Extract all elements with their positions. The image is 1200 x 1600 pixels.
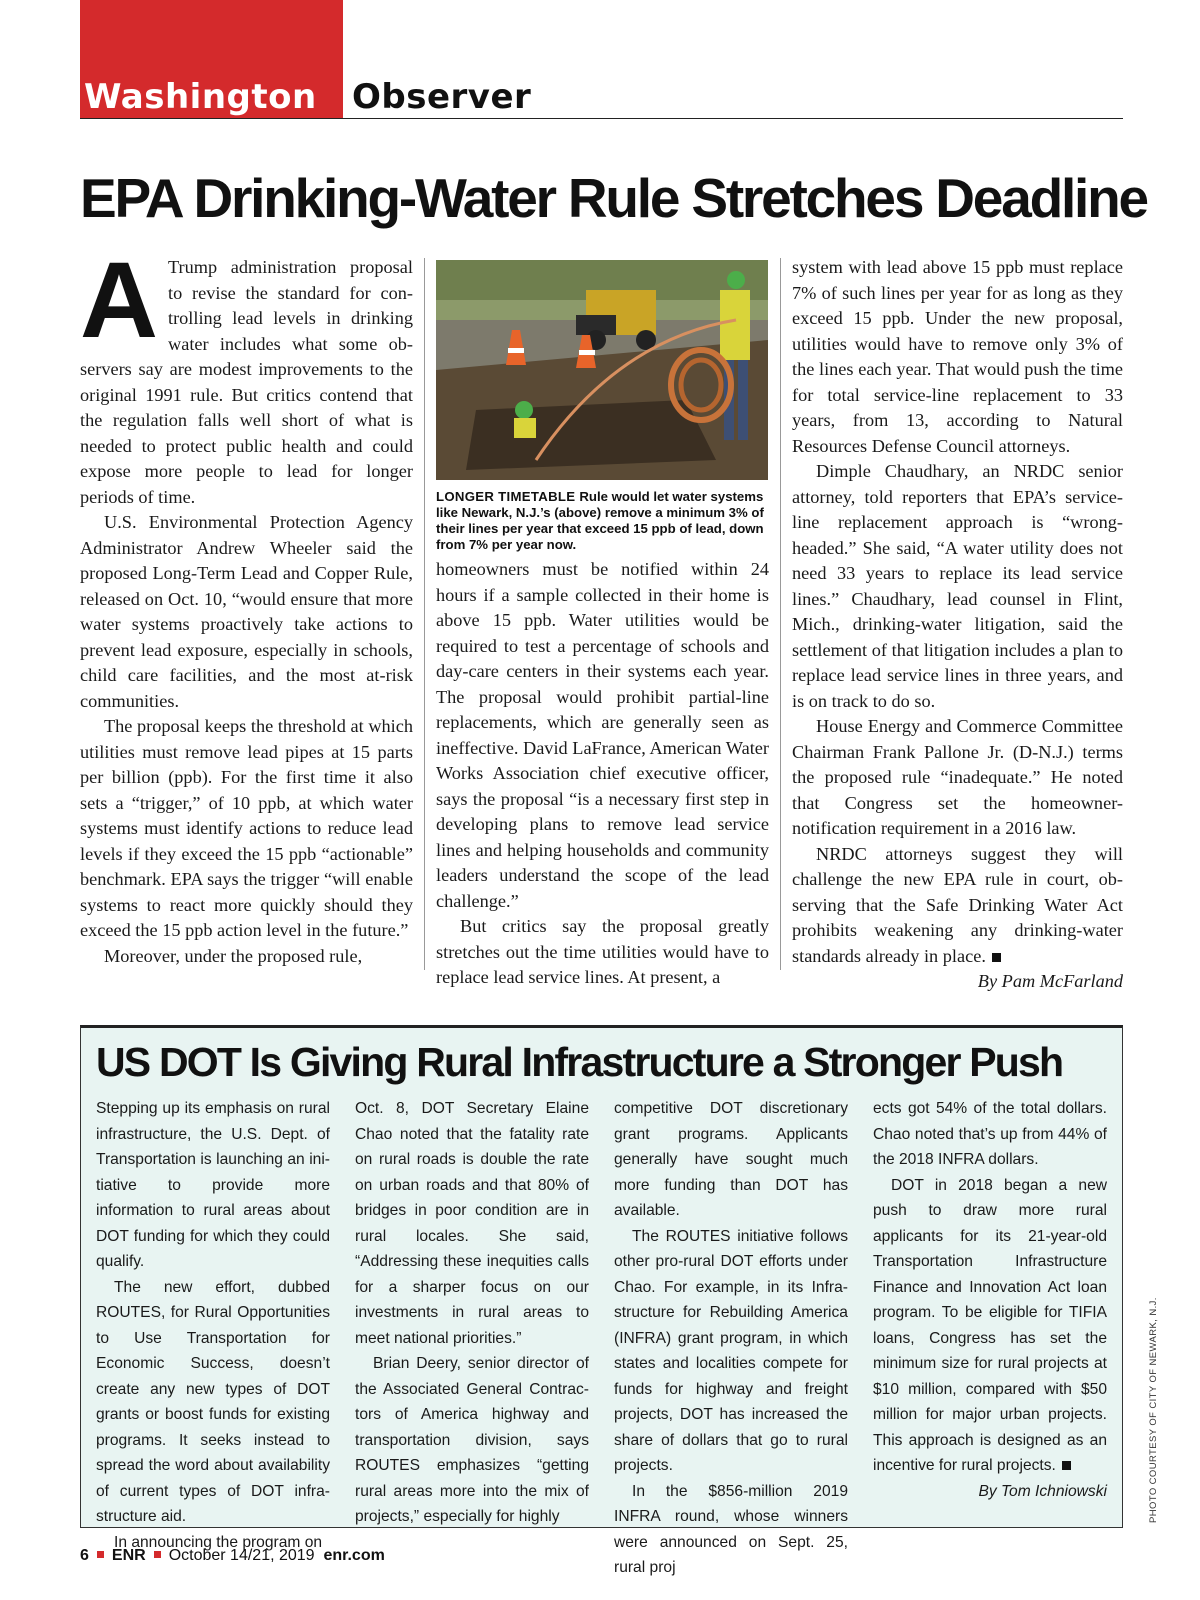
section-label-observer: Observer <box>352 77 532 117</box>
article-paragraph: homeowners must be notified within 24 hours if a sample collected in their home is above 15 ppb. Water utilities would be required to test a percentage of schools and day-care centers in their systems each year. The proposal would prohibit partial-line replacements, which are generally seen as ineffective. David LaFrance, American Water Works Association chief executive officer, says the proposal “is a necessary first step in developing plans to remove lead service lines and helping households and community leaders understand the scope of the lead challenge.” <box>436 559 769 911</box>
page-number: 6 <box>80 1547 89 1564</box>
sidebar-column-1 <box>96 1096 330 1555</box>
caption-lead: LONGER TIMETABLE <box>436 489 576 504</box>
website-link[interactable]: enr.com <box>323 1547 385 1564</box>
sidebar-byline: By Tom Ichniowski <box>978 1482 1107 1500</box>
article-photo <box>436 260 768 480</box>
section-label-washington: Washington <box>84 77 317 117</box>
article-paragraph: The proposal keeps the threshold at which utilities must remove lead pipes at 15 parts per billion (ppb). For the first time it also sets a “trigger,” of 10 ppb, at which water systems must identify actions to reduce lead levels if they exceed the 15 ppb “actionable” benchmark. EPA says the trigger “will enable systems to react more quickly should they exceed the 15 ppb action level in the future.” <box>80 716 413 940</box>
article-paragraph-text: NRDC attorneys suggest they will challenge the new EPA rule in court, observing that the Safe Drinking Water Act prohibits weakening any drinking-water standards already in place. <box>792 843 1123 966</box>
photo-credit: PHOTO COURTESY OF CITY OF NEWARK, N.J. <box>1148 1297 1159 1523</box>
article-column-1 <box>80 239 413 969</box>
magazine-name: ENR <box>111 1547 146 1564</box>
article-paragraph: But critics say the proposal greatly stretches out the time utilities would have to replace lead service lines. At present, a <box>436 916 769 987</box>
header-rule <box>80 118 1123 119</box>
article-paragraph: Moreover, under the proposed rule, <box>104 945 363 966</box>
article-paragraph <box>792 842 1123 970</box>
article-paragraph: Dimple Chaudhary, an NRDC senior attorney, told reporters that EPA’s service-line replacement approach is “wrong-headed.” She said, “A water utility does not need 33 years to replace its lead service lines.” Chaudhary, lead counsel in Flint, Mich., drinking-water litigation, said the settlement of that litigation includes a plan to replace lead service lines in three years, and is on track to do so. <box>792 461 1123 711</box>
column-divider <box>780 258 781 970</box>
construction-workers-image <box>436 260 768 480</box>
end-mark-icon <box>992 953 1001 962</box>
sidebar-paragraph: In announcing the program on <box>114 1533 323 1551</box>
end-mark-icon <box>1062 1461 1071 1470</box>
sidebar-paragraph: In the $856-million 2019 INFRA round, whose winners were announced on Sept. 25, rural proj <box>614 1482 848 1576</box>
article-column-3 <box>792 255 1123 995</box>
sidebar-paragraph-text: DOT in 2018 began a new push to draw more rural applicants for its 21-year-old Transportation Infrastructure Finance and Innovation Act loan program. To be eligible for TIFIA loans, Congress has set the minimum size for rural projects at $10 million, compared with $50 million for major urban projects. This approach is designed as an incentive for rural projects. <box>873 1176 1107 1474</box>
folio-square-icon <box>154 1551 161 1558</box>
sidebar-paragraph: ects got 54% of the total dollars. Chao noted that’s up from 44% of the 2018 INFRA dollars. <box>873 1100 1107 1168</box>
article-paragraph: system with lead above 15 ppb must replace 7% of such lines per year for as long as they exceed 15 ppb. Under the new proposal, utilities would have to remove only 3% of the lines each year. That would push the time for total service-line replacement to 33 years, from 13, according to Natural Resources Defense Council attorneys. <box>792 257 1123 456</box>
folio-square-icon <box>97 1551 104 1558</box>
sidebar-column-4 <box>873 1096 1107 1504</box>
article-paragraph: U.S. Environmental Protection Agency Administrator Andrew Wheeler said the proposed Long-Term Lead and Copper Rule, released on Oct. 10, “would ensure that more water systems proactively take actions to prevent lead exposure, especially in schools, child care facilities, and the most at-risk communities. <box>80 512 413 711</box>
sidebar-paragraph: Oct. 8, DOT Secretary Elaine Chao noted that the fatality rate on rural roads is double the rate on urban roads and that 80% of bridges in poor condition are in rural locales. She said, “Addressing these inequities calls for a sharper focus on our investments in rural areas to meet national priorities.” <box>355 1100 589 1347</box>
article-paragraph: House Energy and Commerce Committee Chairman Frank Pallone Jr. (D-N.J.) terms the proposed rule “inadequate.” He noted that Congress set the homeowner-notification requirement in a 2016 law. <box>792 716 1123 838</box>
sidebar-paragraph <box>873 1173 1107 1479</box>
sidebar-column-2 <box>355 1096 589 1530</box>
caption-text: Rule would let water systems like Newark, N.J.’s (above) remove a minimum 3% of their lines per year that exceed 15 ppb of lead, down from 7% per year now. <box>436 489 764 552</box>
sidebar-column-3 <box>614 1096 848 1581</box>
drop-cap: A <box>80 239 158 360</box>
article-paragraph: Trump administration proposal to revise the standard for controlling lead levels in drinking water includes what some observers say are modest improvements to the original 1991 rule. But critics contend that the regulation falls well short of what is needed to protect public health and could expose more people to lead for longer periods of time. <box>80 257 413 507</box>
sidebar-headline: US DOT Is Giving Rural Infrastructure a Stronger Push <box>96 1039 1063 1085</box>
sidebar-paragraph: The new effort, dubbed ROUTES, for Rural Opportunities to Use Transportation for Economic Success, doesn’t create any new types of DOT grants or boost funds for existing programs. It seeks instead to spread the word about availability of current types of DOT infrastructure aid. <box>96 1278 330 1525</box>
sidebar-paragraph: Brian Deery, senior director of the Associated General Contractors of America highway and transportation division, says ROUTES emphasizes “getting rural areas more into the mix of projects,” especially for highly <box>355 1355 589 1525</box>
sidebar-paragraph: The ROUTES initiative follows other pro-rural DOT efforts under Chao. For example, in its Infrastructure for Rebuilding America (INFRA) grant program, in which states and localities compete for funds for highway and freight projects, DOT has increased the share of dollars that go to rural projects. <box>614 1227 848 1474</box>
sidebar-paragraph: Stepping up its emphasis on rural infrastructure, the U.S. Dept. of Transportation is launching an initiative to provide more information to rural areas about DOT funding for which they could qualify. <box>96 1100 330 1270</box>
issue-date: October 14/21, 2019 <box>168 1547 315 1564</box>
sidebar-paragraph: competitive DOT discretionary grant programs. Applicants generally have sought much more funding than DOT has available. <box>614 1100 848 1219</box>
page-folio <box>80 1547 385 1565</box>
article-byline: By Pam McFarland <box>977 971 1123 991</box>
article-headline: EPA Drinking-Water Rule Stretches Deadline <box>80 167 1147 229</box>
column-divider <box>424 258 425 970</box>
article-column-2 <box>436 557 769 991</box>
photo-caption <box>436 489 769 553</box>
